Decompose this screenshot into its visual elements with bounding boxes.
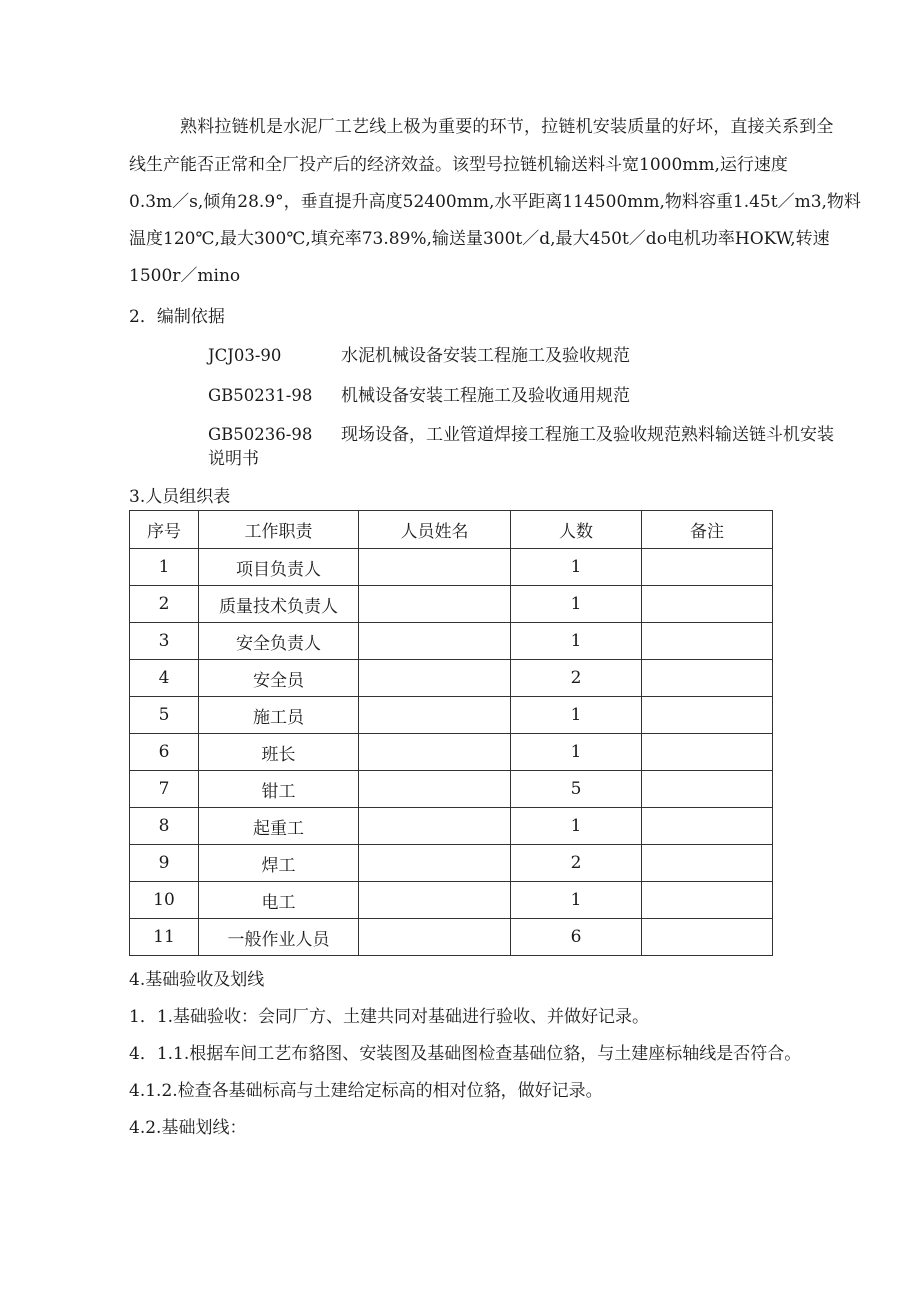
cell-remark [642, 549, 773, 586]
cell-role: 一般作业人员 [199, 919, 359, 956]
cell-name [359, 734, 511, 771]
table-row [130, 623, 773, 660]
cell-name [359, 586, 511, 623]
cell-name [359, 660, 511, 697]
intro-line-3: 0.3m／s,倾角28.9°，垂直提升高度52400mm,水平距离114500mm,物料容重1.45t／m3,物料 [129, 192, 861, 212]
table-row [130, 882, 773, 919]
cell-remark [642, 586, 773, 623]
ref-title-3: 现场设备，工业管道焊接工程施工及验收规范熟料输送链斗机安装 [341, 425, 834, 445]
cell-name [359, 697, 511, 734]
cell-index: 9 [130, 845, 199, 882]
table-row [130, 697, 773, 734]
cell-role: 钳工 [199, 771, 359, 808]
cell-remark [642, 882, 773, 919]
foundation-item-4: 4.2.基础划线： [129, 1118, 247, 1138]
cell-index: 10 [130, 882, 199, 919]
ref-title-2: 机械设备安装工程施工及验收通用规范 [341, 386, 630, 406]
cell-index: 1 [130, 549, 199, 586]
table-row [130, 845, 773, 882]
cell-count: 1 [511, 549, 642, 586]
cell-count: 5 [511, 771, 642, 808]
cell-index: 8 [130, 808, 199, 845]
ref-tail: 说明书 [208, 449, 259, 469]
intro-line-2: 线生产能否正常和全厂投产后的经济效益。该型号拉链机输送料斗宽1000mm,运行速度 [129, 155, 788, 175]
cell-index: 6 [130, 734, 199, 771]
cell-name [359, 623, 511, 660]
cell-role: 安全员 [199, 660, 359, 697]
cell-count: 2 [511, 660, 642, 697]
staff-heading: 3.人员组织表 [129, 487, 231, 507]
cell-remark [642, 660, 773, 697]
cell-index: 4 [130, 660, 199, 697]
cell-index: 11 [130, 919, 199, 956]
cell-name [359, 771, 511, 808]
col-header-role: 工作职责 [199, 511, 359, 549]
cell-count: 1 [511, 734, 642, 771]
table-row [130, 660, 773, 697]
intro-line-1: 熟料拉链机是水泥厂工艺线上极为重要的环节，拉链机安装质量的好坏，直接关系到全 [180, 117, 834, 137]
cell-name [359, 845, 511, 882]
cell-count: 1 [511, 586, 642, 623]
cell-count: 6 [511, 919, 642, 956]
ref-code-1: JCJ03-90 [208, 346, 282, 365]
ref-code-3: GB50236-98 [208, 425, 313, 444]
ref-title-1: 水泥机械设备安装工程施工及验收规范 [341, 346, 630, 366]
intro-line-5: 1500r／mino [129, 266, 241, 286]
foundation-item-1: 1．1.基础验收：会同厂方、土建共同对基础进行验收、并做好记录。 [129, 1007, 650, 1027]
cell-count: 1 [511, 882, 642, 919]
table-row [130, 771, 773, 808]
cell-remark [642, 808, 773, 845]
table-row [130, 734, 773, 771]
foundation-item-3: 4.1.2.检查各基础标高与土建给定标高的相对位貉，做好记录。 [129, 1081, 603, 1101]
cell-remark [642, 845, 773, 882]
cell-role: 项目负责人 [199, 549, 359, 586]
table-row [130, 549, 773, 586]
table-header-row [130, 511, 773, 549]
col-header-count: 人数 [511, 511, 642, 549]
cell-index: 5 [130, 697, 199, 734]
cell-remark [642, 919, 773, 956]
col-header-remark: 备注 [642, 511, 773, 549]
foundation-item-2: 4．1.1.根据车间工艺布貉图、安装图及基础图检查基础位貉，与土建座标轴线是否符合。 [129, 1044, 802, 1064]
table-row [130, 586, 773, 623]
cell-role: 安全负责人 [199, 623, 359, 660]
cell-index: 3 [130, 623, 199, 660]
cell-count: 1 [511, 697, 642, 734]
cell-count: 1 [511, 808, 642, 845]
foundation-heading: 4.基础验收及划线 [129, 970, 265, 990]
cell-name [359, 808, 511, 845]
cell-remark [642, 697, 773, 734]
cell-remark [642, 734, 773, 771]
table-row [130, 808, 773, 845]
cell-role: 质量技术负责人 [199, 586, 359, 623]
cell-role: 电工 [199, 882, 359, 919]
cell-role: 施工员 [199, 697, 359, 734]
cell-index: 2 [130, 586, 199, 623]
cell-count: 2 [511, 845, 642, 882]
basis-heading: 2．编制依据 [129, 307, 225, 327]
col-header-index: 序号 [130, 511, 199, 549]
cell-role: 起重工 [199, 808, 359, 845]
cell-remark [642, 623, 773, 660]
cell-index: 7 [130, 771, 199, 808]
cell-name [359, 919, 511, 956]
cell-count: 1 [511, 623, 642, 660]
cell-role: 班长 [199, 734, 359, 771]
table-row [130, 919, 773, 956]
ref-code-2: GB50231-98 [208, 386, 313, 405]
cell-role: 焊工 [199, 845, 359, 882]
cell-remark [642, 771, 773, 808]
col-header-name: 人员姓名 [359, 511, 511, 549]
cell-name [359, 882, 511, 919]
staff-table [129, 510, 773, 956]
cell-name [359, 549, 511, 586]
intro-line-4: 温度120℃,最大300℃,填充率73.89%,输送量300t／d,最大450t／do电机功率HOKW,转速 [129, 229, 830, 249]
